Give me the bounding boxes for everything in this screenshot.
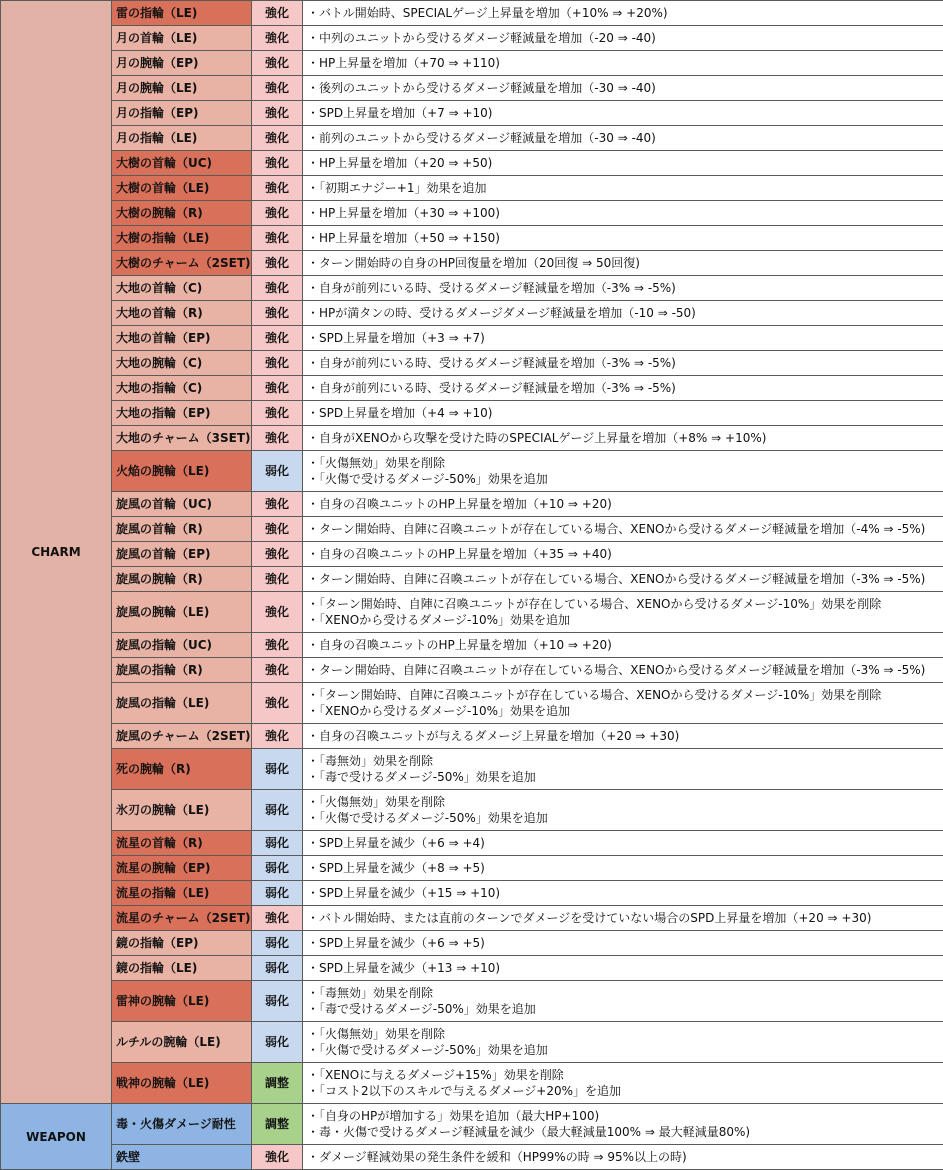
table-row	[1, 426, 943, 451]
description-line: ・バトル開始時、または直前のターンでダメージを受けていない場合のSPD上昇量を増加（+20 ⇒ +30)	[307, 911, 872, 925]
status-badge: 弱化	[252, 981, 303, 1022]
change-description	[303, 683, 943, 724]
status-badge: 強化	[252, 276, 303, 301]
change-description	[303, 790, 943, 831]
status-badge: 強化	[252, 351, 303, 376]
description-line: ・SPD上昇量を減少（+6 ⇒ +4)	[307, 836, 485, 850]
description-line: ・「毒で受けるダメージ-50%」効果を追加	[307, 1002, 536, 1016]
table-row	[1, 251, 943, 276]
description-line: ・自身がXENOから攻撃を受けた時のSPECIALゲージ上昇量を増加（+8% ⇒ +10%)	[307, 431, 767, 445]
change-description	[303, 831, 943, 856]
status-badge: 強化	[252, 126, 303, 151]
description-line: ・ターン開始時の自身のHP回復量を増加（20回復 ⇒ 50回復)	[307, 256, 640, 270]
description-line: ・SPD上昇量を増加（+7 ⇒ +10)	[307, 106, 493, 120]
status-badge: 強化	[252, 724, 303, 749]
status-badge: 強化	[252, 1145, 303, 1170]
table-row	[1, 790, 943, 831]
description-line: ・自身が前列にいる時、受けるダメージ軽減量を増加（-3% ⇒ -5%)	[307, 356, 676, 370]
table-row	[1, 1145, 943, 1170]
description-line: ・「XENOから受けるダメージ-10%」効果を追加	[307, 613, 570, 627]
change-description	[303, 1, 943, 26]
table-row	[1, 76, 943, 101]
table-row	[1, 931, 943, 956]
description-line: ・「毒無効」効果を削除	[307, 986, 434, 1000]
description-line: ・SPD上昇量を減少（+6 ⇒ +5)	[307, 936, 485, 950]
item-name: 大樹の腕輪（R)	[112, 201, 252, 226]
item-name: 氷刃の腕輪（LE)	[112, 790, 252, 831]
change-description	[303, 517, 943, 542]
item-name: 大樹の首輪（UC)	[112, 151, 252, 176]
item-name: 旋風のチャーム（2SET)	[112, 724, 252, 749]
status-badge: 強化	[252, 201, 303, 226]
description-line: ・「火傷無効」効果を削除	[307, 795, 446, 809]
status-badge: 弱化	[252, 931, 303, 956]
change-description	[303, 906, 943, 931]
table-row	[1, 981, 943, 1022]
status-badge: 強化	[252, 492, 303, 517]
description-line: ・毒・火傷で受けるダメージ軽減量を減少（最大軽減量100% ⇒ 最大軽減量80%)	[307, 1125, 751, 1139]
change-description	[303, 351, 943, 376]
change-description	[303, 856, 943, 881]
status-badge: 強化	[252, 542, 303, 567]
table-row	[1, 101, 943, 126]
description-line: ・HP上昇量を増加（+70 ⇒ +110)	[307, 56, 500, 70]
item-name: 大地の首輪（C)	[112, 276, 252, 301]
item-name: 雷の指輪（LE)	[112, 1, 252, 26]
table-row	[1, 1063, 943, 1104]
description-line: ・HP上昇量を増加（+30 ⇒ +100)	[307, 206, 500, 220]
status-badge: 強化	[252, 658, 303, 683]
change-description	[303, 749, 943, 790]
item-name: 流星の腕輪（EP)	[112, 856, 252, 881]
item-name: 大地の指輪（EP)	[112, 401, 252, 426]
item-name: 大地の指輪（C)	[112, 376, 252, 401]
table-row	[1, 658, 943, 683]
change-description	[303, 176, 943, 201]
change-description	[303, 376, 943, 401]
description-line: ・SPD上昇量を減少（+15 ⇒ +10)	[307, 886, 501, 900]
change-description	[303, 51, 943, 76]
status-badge: 弱化	[252, 856, 303, 881]
table-row	[1, 26, 943, 51]
table-row	[1, 451, 943, 492]
category-charm: CHARM	[1, 1, 112, 1104]
status-badge: 弱化	[252, 451, 303, 492]
description-line: ・ダメージ軽減効果の発生条件を緩和（HP99%の時 ⇒ 95%以上の時)	[307, 1150, 687, 1164]
item-name: 大地のチャーム（3SET)	[112, 426, 252, 451]
change-description	[303, 426, 943, 451]
status-badge: 強化	[252, 326, 303, 351]
description-line: ・「ターン開始時、自陣に召喚ユニットが存在している場合、XENOから受けるダメージ-10%」効果を削除	[307, 597, 882, 611]
description-line: ・HPが満タンの時、受けるダメージダメージ軽減量を増加（-10 ⇒ -50)	[307, 306, 696, 320]
table-row	[1, 633, 943, 658]
item-name: 大地の腕輪（C)	[112, 351, 252, 376]
changes-table-body	[1, 1, 943, 1170]
change-description	[303, 251, 943, 276]
item-name: 大地の首輪（R)	[112, 301, 252, 326]
item-name: 火焔の腕輪（LE)	[112, 451, 252, 492]
description-line: ・SPD上昇量を増加（+4 ⇒ +10)	[307, 406, 493, 420]
item-name: 大地の首輪（EP)	[112, 326, 252, 351]
table-row	[1, 724, 943, 749]
description-line: ・自身が前列にいる時、受けるダメージ軽減量を増加（-3% ⇒ -5%)	[307, 281, 676, 295]
change-description	[303, 1063, 943, 1104]
description-line: ・ターン開始時、自陣に召喚ユニットが存在している場合、XENOから受けるダメージ軽減量を増加（-3% ⇒ -5%)	[307, 572, 926, 586]
description-line: ・「毒で受けるダメージ-50%」効果を追加	[307, 770, 536, 784]
description-line: ・前列のユニットから受けるダメージ軽減量を増加（-30 ⇒ -40)	[307, 131, 656, 145]
status-badge: 弱化	[252, 790, 303, 831]
table-row	[1, 906, 943, 931]
status-badge: 強化	[252, 592, 303, 633]
table-row	[1, 542, 943, 567]
table-row	[1, 1, 943, 26]
status-badge: 強化	[252, 376, 303, 401]
description-line: ・ターン開始時、自陣に召喚ユニットが存在している場合、XENOから受けるダメージ軽減量を増加（-4% ⇒ -5%)	[307, 522, 926, 536]
status-badge: 強化	[252, 567, 303, 592]
status-badge: 弱化	[252, 831, 303, 856]
item-name: 月の腕輪（EP)	[112, 51, 252, 76]
description-line: ・「ターン開始時、自陣に召喚ユニットが存在している場合、XENOから受けるダメージ-10%」効果を削除	[307, 688, 882, 702]
description-line: ・自身の召喚ユニットのHP上昇量を増加（+10 ⇒ +20)	[307, 497, 612, 511]
table-row	[1, 1104, 943, 1145]
change-description	[303, 401, 943, 426]
description-line: ・SPD上昇量を減少（+8 ⇒ +5)	[307, 861, 485, 875]
change-description	[303, 1145, 943, 1170]
table-row	[1, 326, 943, 351]
item-name: 旋風の首輪（EP)	[112, 542, 252, 567]
status-badge: 強化	[252, 517, 303, 542]
change-description	[303, 126, 943, 151]
status-badge: 強化	[252, 906, 303, 931]
item-name: 死の腕輪（R)	[112, 749, 252, 790]
table-row	[1, 683, 943, 724]
change-description	[303, 981, 943, 1022]
change-description	[303, 226, 943, 251]
change-description	[303, 1022, 943, 1063]
description-line: ・「コスト2以下のスキルで与えるダメージ+20%」を追加	[307, 1084, 622, 1098]
table-row	[1, 351, 943, 376]
item-name: 鏡の指輪（EP)	[112, 931, 252, 956]
table-row	[1, 592, 943, 633]
category-weapon: WEAPON	[1, 1104, 112, 1170]
item-name: ルチルの腕輪（LE)	[112, 1022, 252, 1063]
item-name: 毒・火傷ダメージ耐性	[112, 1104, 252, 1145]
change-description	[303, 76, 943, 101]
item-name: 旋風の指輪（R)	[112, 658, 252, 683]
item-name: 流星のチャーム（2SET)	[112, 906, 252, 931]
change-description	[303, 326, 943, 351]
status-badge: 強化	[252, 226, 303, 251]
status-badge: 弱化	[252, 1022, 303, 1063]
table-row	[1, 301, 943, 326]
status-badge: 弱化	[252, 881, 303, 906]
status-badge: 強化	[252, 633, 303, 658]
description-line: ・ターン開始時、自陣に召喚ユニットが存在している場合、XENOから受けるダメージ軽減量を増加（-3% ⇒ -5%)	[307, 663, 926, 677]
table-row	[1, 226, 943, 251]
description-line: ・自身の召喚ユニットのHP上昇量を増加（+10 ⇒ +20)	[307, 638, 612, 652]
item-name: 旋風の首輪（R)	[112, 517, 252, 542]
table-row	[1, 856, 943, 881]
change-description	[303, 301, 943, 326]
status-badge: 強化	[252, 151, 303, 176]
status-badge: 強化	[252, 301, 303, 326]
change-description	[303, 592, 943, 633]
table-row	[1, 831, 943, 856]
table-row	[1, 126, 943, 151]
status-badge: 強化	[252, 251, 303, 276]
table-row	[1, 51, 943, 76]
table-row	[1, 749, 943, 790]
change-description	[303, 26, 943, 51]
table-row	[1, 151, 943, 176]
change-description	[303, 492, 943, 517]
item-name: 鏡の指輪（LE)	[112, 956, 252, 981]
description-line: ・バトル開始時、SPECIALゲージ上昇量を増加（+10% ⇒ +20%)	[307, 6, 668, 20]
item-name: 月の指輪（EP)	[112, 101, 252, 126]
status-badge: 強化	[252, 1, 303, 26]
status-badge: 調整	[252, 1104, 303, 1145]
change-description	[303, 151, 943, 176]
item-name: 雷神の腕輪（LE)	[112, 981, 252, 1022]
table-row	[1, 276, 943, 301]
table-row	[1, 517, 943, 542]
description-line: ・「毒無効」効果を削除	[307, 754, 434, 768]
item-name: 大樹の指輪（LE)	[112, 226, 252, 251]
table-row	[1, 401, 943, 426]
change-description	[303, 881, 943, 906]
status-badge: 弱化	[252, 956, 303, 981]
item-name: 旋風の指輪（LE)	[112, 683, 252, 724]
description-line: ・自身の召喚ユニットのHP上昇量を増加（+35 ⇒ +40)	[307, 547, 612, 561]
change-description	[303, 658, 943, 683]
table-row	[1, 881, 943, 906]
item-name: 月の腕輪（LE)	[112, 76, 252, 101]
status-badge: 弱化	[252, 749, 303, 790]
change-description	[303, 956, 943, 981]
table-row	[1, 376, 943, 401]
change-description	[303, 724, 943, 749]
status-badge: 強化	[252, 683, 303, 724]
table-row	[1, 201, 943, 226]
description-line: ・「火傷無効」効果を削除	[307, 456, 446, 470]
table-row	[1, 492, 943, 517]
item-name: 月の首輪（LE)	[112, 26, 252, 51]
item-name: 流星の指輪（LE)	[112, 881, 252, 906]
description-line: ・「XENOから受けるダメージ-10%」効果を追加	[307, 704, 570, 718]
description-line: ・自身が前列にいる時、受けるダメージ軽減量を増加（-3% ⇒ -5%)	[307, 381, 676, 395]
description-line: ・「自身のHPが増加する」効果を追加（最大HP+100)	[307, 1109, 600, 1123]
status-badge: 強化	[252, 76, 303, 101]
description-line: ・HP上昇量を増加（+20 ⇒ +50)	[307, 156, 493, 170]
description-line: ・「火傷無効」効果を削除	[307, 1027, 446, 1041]
description-line: ・「火傷で受けるダメージ-50%」効果を追加	[307, 1043, 548, 1057]
change-description	[303, 931, 943, 956]
change-description	[303, 542, 943, 567]
table-row	[1, 1022, 943, 1063]
item-name: 旋風の腕輪（R)	[112, 567, 252, 592]
status-badge: 強化	[252, 401, 303, 426]
status-badge: 強化	[252, 101, 303, 126]
description-line: ・後列のユニットから受けるダメージ軽減量を増加（-30 ⇒ -40)	[307, 81, 656, 95]
item-name: 大樹のチャーム（2SET)	[112, 251, 252, 276]
table-row	[1, 567, 943, 592]
status-badge: 強化	[252, 26, 303, 51]
status-badge: 強化	[252, 176, 303, 201]
item-name: 大樹の首輪（LE)	[112, 176, 252, 201]
description-line: ・「XENOに与えるダメージ+15%」効果を削除	[307, 1068, 564, 1082]
description-line: ・自身の召喚ユニットが与えるダメージ上昇量を増加（+20 ⇒ +30)	[307, 729, 680, 743]
description-line: ・「火傷で受けるダメージ-50%」効果を追加	[307, 811, 548, 825]
description-line: ・「火傷で受けるダメージ-50%」効果を追加	[307, 472, 548, 486]
change-description	[303, 201, 943, 226]
item-name: 月の指輪（LE)	[112, 126, 252, 151]
description-line: ・HP上昇量を増加（+50 ⇒ +150)	[307, 231, 500, 245]
item-name: 旋風の指輪（UC)	[112, 633, 252, 658]
item-name: 鉄壁	[112, 1145, 252, 1170]
change-description	[303, 633, 943, 658]
status-badge: 強化	[252, 426, 303, 451]
change-description	[303, 451, 943, 492]
status-badge: 強化	[252, 51, 303, 76]
description-line: ・SPD上昇量を減少（+13 ⇒ +10)	[307, 961, 501, 975]
table-row	[1, 956, 943, 981]
description-line: ・中列のユニットから受けるダメージ軽減量を増加（-20 ⇒ -40)	[307, 31, 656, 45]
change-description	[303, 276, 943, 301]
item-name: 旋風の腕輪（LE)	[112, 592, 252, 633]
item-name: 戦神の腕輪（LE)	[112, 1063, 252, 1104]
table-row	[1, 176, 943, 201]
change-description	[303, 567, 943, 592]
description-line: ・「初期エナジー+1」効果を追加	[307, 181, 487, 195]
description-line: ・SPD上昇量を増加（+3 ⇒ +7)	[307, 331, 485, 345]
item-name: 流星の首輪（R)	[112, 831, 252, 856]
change-description	[303, 1104, 943, 1145]
change-description	[303, 101, 943, 126]
status-badge: 調整	[252, 1063, 303, 1104]
item-name: 旋風の首輪（UC)	[112, 492, 252, 517]
